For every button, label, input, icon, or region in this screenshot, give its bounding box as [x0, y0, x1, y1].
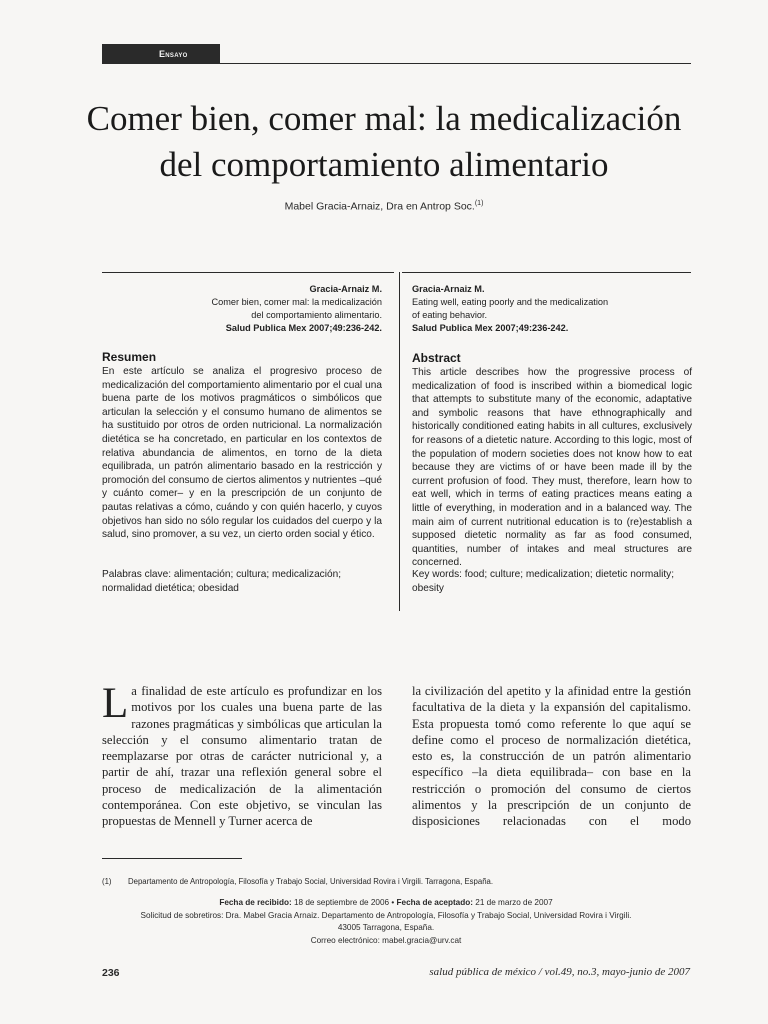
citation-en-title-2: of eating behavior. — [412, 310, 488, 320]
abstract-rule-left — [102, 272, 394, 273]
author-name: Mabel Gracia-Arnaiz, Dra en Antrop Soc. — [284, 200, 475, 213]
citation-en-ref: Salud Publica Mex 2007;49:236-242. — [412, 323, 569, 333]
citation-en — [412, 283, 692, 335]
citation-es-author: Gracia-Arnaiz M. — [309, 284, 382, 294]
reprints-line-1: Solicitud de sobretiros: Dra. Mabel Gracia Arnaiz. Departamento de Antropología, Filosofía y Trabajo Social, Universidad Rovira i Virgili. — [140, 910, 632, 920]
section-label — [102, 44, 220, 64]
abstract-rule-right — [402, 272, 691, 273]
date-separator: • — [391, 898, 395, 907]
resumen-keywords: Palabras clave: alimentación; cultura; medicalización; normalidad dietética; obesidad — [102, 569, 342, 594]
resumen-heading: Resumen — [102, 350, 157, 364]
reprints-line-2: 43005 Tarragona, España. — [337, 923, 435, 932]
drop-cap: L — [102, 680, 129, 727]
section-label-text: Ensayo — [159, 49, 188, 59]
citation-es-ref: Salud Publica Mex 2007;49:236-242. — [225, 323, 382, 333]
author-affil-mark: (1) — [474, 200, 484, 207]
article-title — [60, 96, 708, 188]
citation-en-author: Gracia-Arnaiz M. — [412, 284, 485, 294]
received-label: Fecha de recibido: — [219, 898, 292, 907]
top-rule — [220, 63, 691, 64]
footnote-number: (1) — [102, 877, 112, 886]
abstract-text: This article describes how the progressive process of medicalization of food is inscribed within a biomedical logic that attempts to substitute many of the economic, adaptative and symbolic reasons that have ethnographically and historically conditioned eating habits in all cultures, exclusively for reasons of a dietetic nature. According to this logic, most of the population of modern societies does not know how to eat because they are victims of or have been made ill by the current profusion of food. They must, therefore, learn how to eat well, which in terms of eating practices means eating a little of everything, in moderation and in a balanced way. The main aim of current nutritional education is to (re)establish a supposed dietetic normality as far as food consumed, quantities, number of intakes and meal structures are concerned. — [412, 367, 692, 569]
accepted-date: 21 de marzo de 2007 — [475, 898, 553, 907]
title-line-1: Comer bien, comer mal: la medicalización — [86, 99, 682, 138]
footnote — [102, 877, 702, 886]
citation-es — [102, 283, 382, 335]
citation-en-title-1: Eating well, eating poorly and the medicalization — [412, 297, 609, 307]
page-number: 236 — [102, 967, 120, 979]
citation-es-title-1: Comer bien, comer mal: la medicalización — [211, 297, 382, 307]
abstract-column-divider — [399, 272, 400, 611]
author-line — [60, 200, 708, 213]
body-column-2: la civilización del apetito y la afinidad entre la gestión facultativa de la dieta y la expansión del capitalismo. Esta propuesta tomó como referente lo que aquí se define como el proceso de normalización dietética, esto es, la construcción de un patrón alimentario específico –la dieta equilibrada– con base en la restricción o promoción del consumo de ciertos alimentos y la prescripción de un conjunto de disposiciones relacionadas con el modo — [412, 684, 691, 829]
abstract-keywords: Key words: food; culture; medicalization; dietetic normality; obesity — [412, 569, 674, 594]
resumen-text: En este artículo se analiza el progresivo proceso de medicalización del comportamiento alimentario por el cual una buena parte de los motivos pragmáticos o simbólicos que articulan la selección y el consumo humano de alimentos se ha sustituido por otros de orden nutricional. La normalización dietética se ha concretado, en particular en los contextos de relativa abundancia de alimentos, en torno de la dieta equilibrada, un patrón alimentario basado en la restricción y promoción del consumo de ciertos alimentos y nutrientes –qué y cuánto comer– y en la prescripción de un conjunto de pautas relativas a cómo, cuándo y con quién hacerlo, y cuyos objetivos han sido no sólo regular los cuidados del cuerpo y la salud, sino promover, a su vez, un cierto orden social y ético. — [102, 366, 382, 541]
citation-es-title-2: del comportamiento alimentario. — [251, 310, 382, 320]
footnote-rule — [102, 858, 242, 859]
email-line: Correo electrónico: mabel.gracia@urv.cat — [310, 935, 462, 945]
received-date: 18 de septiembre de 2006 — [293, 898, 390, 907]
received-dates — [102, 897, 670, 910]
body-column-1-text: a finalidad de este artículo es profundizar en los motivos por los cuales una buena parte de las razones pragmáticas y simbólicas que articulan la selección y el consumo alimentario tratan de reemplazarse por otras de carácter nutricional y, a partir de ahí, trazar una reflexión general sobre el proceso de medicalización de la alimentación contemporánea. Con este objetivo, se vinculan las propuestas de Mennell y Turner acerca de — [102, 684, 382, 829]
journal-footer: salud pública de méxico / vol.49, no.3, mayo-junio de 2007 — [429, 966, 690, 978]
abstract-heading: Abstract — [412, 351, 461, 365]
received-info — [102, 897, 670, 947]
footnote-text: Departamento de Antropología, Filosofía y Trabajo Social, Universidad Rovira i Virgili. Tarragona, España. — [128, 877, 494, 886]
accepted-label: Fecha de aceptado: — [396, 898, 473, 907]
body-column-1 — [102, 680, 382, 830]
title-line-2: del comportamiento alimentario — [159, 145, 609, 184]
